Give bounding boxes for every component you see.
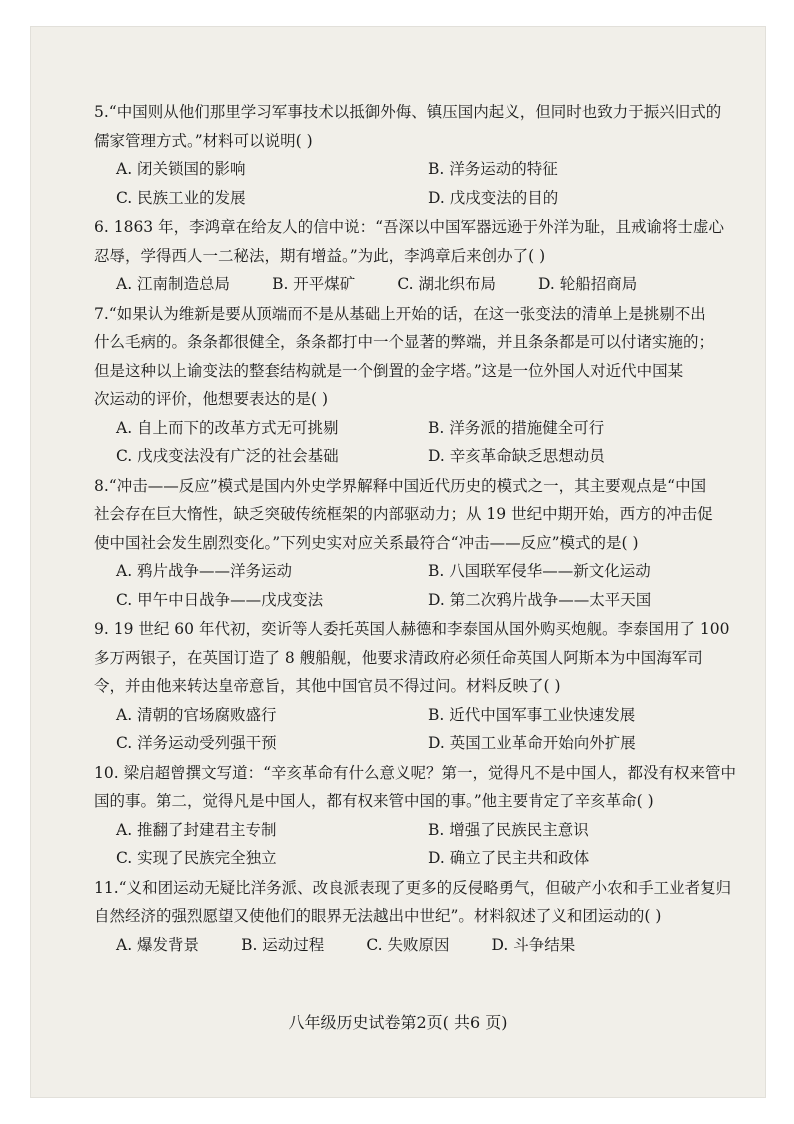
question-text-line: 9. 19 世纪 60 年代初，奕䜣等人委托英国人赫德和李泰国从国外购买炮舰。李泰国用了 100 (94, 620, 730, 638)
option-row (94, 701, 766, 730)
answer-option: B. 近代中国军事工业快速发展 (428, 705, 636, 724)
question-list (94, 98, 766, 960)
question-text-line: 5.“中国则从他们那里学习军事技术以抵御外侮、镇压国内起义，但同时也致力于振兴旧式的 (94, 103, 722, 121)
answer-option: D. 轮船招商局 (537, 275, 638, 293)
question-text-line: 使中国社会发生剧烈变化。”下列史实对应关系最符合“冲击——反应”模式的是( ) (94, 533, 639, 552)
question-text-line: 次运动的评价，他想要表达的是( ) (94, 390, 329, 408)
question-text-line: 什么毛病的。条条都很健全，条条都打中一个显著的弊端，并且条条都是可以付诸实施的； (94, 333, 715, 351)
question-text-line: 多万两银子，在英国订造了 8 艘船舰，他要求清政府必须任命英国人阿斯本为中国海军司 (94, 648, 703, 667)
answer-option: B. 八国联军侵华——新文化运动 (428, 562, 651, 580)
answer-option: B. 洋务派的措施健全可行 (428, 418, 605, 437)
question-text-line: 社会存在巨大惰性，缺乏突破传统框架的内部驱动力；从 19 世纪中期开始，西方的冲击促 (94, 505, 713, 523)
question-text-line: 国的事。第二，觉得凡是中国人，都有权来管中国的事。”他主要肯定了辛亥革命( ) (94, 792, 654, 810)
question-text-line: 忍辱，学得西人一二秘法，期有增益。”为此，李鸿章后来创办了( ) (94, 246, 546, 265)
question-text-line: 11.“义和团运动无疑比洋务派、改良派表现了更多的反侵略勇气，但破产小农和手工业者复归 (94, 878, 732, 897)
answer-option: C. 洋务运动受列强干预 (116, 734, 277, 752)
answer-option: C. 实现了民族完全独立 (116, 849, 277, 867)
answer-option: A. 爆发背景 (116, 935, 200, 954)
exam-page (30, 26, 766, 1098)
answer-option: C. 失败原因 (366, 935, 450, 954)
question-11 (94, 874, 766, 960)
question-6 (94, 213, 766, 299)
answer-option: D. 辛亥革命缺乏思想动员 (428, 447, 605, 465)
option-row (94, 844, 766, 873)
page-footer: 八年级历史试卷第2页( 共6 页) (288, 1013, 508, 1032)
answer-option: B. 运动过程 (241, 935, 325, 954)
answer-option: C. 民族工业的发展 (116, 188, 246, 207)
answer-option: D. 确立了民主共和政体 (428, 849, 590, 867)
answer-option: A. 推翻了封建君主专制 (116, 820, 277, 839)
option-row (94, 184, 766, 213)
question-text-line: 6. 1863 年，李鸿章在给友人的信中说：“吾深以中国军器远逊于外洋为耻，且戒谕将士虚心 (94, 218, 725, 236)
option-row (94, 155, 766, 184)
option-row (94, 442, 766, 471)
question-text-line: 令，并由他来转达皇帝意旨，其他中国官员不得过问。材料反映了( ) (94, 677, 561, 695)
question-text-line: 但是这种以上谕变法的整套结构就是一个倒置的金字塔。”这是一位外国人对近代中国某 (94, 361, 684, 380)
answer-option: C. 湖北织布局 (397, 275, 496, 293)
question-text-line: 自然经济的强烈愿望又使他们的眼界无法越出中世纪”。材料叙述了义和团运动的( ) (94, 907, 662, 925)
question-8 (94, 472, 766, 615)
answer-option: D. 斗争结果 (491, 935, 576, 954)
answer-option: C. 甲午中日战争——戊戌变法 (116, 590, 324, 609)
answer-option: B. 洋务运动的特征 (428, 160, 558, 178)
answer-option: D. 戊戌变法的目的 (428, 188, 559, 207)
option-row (94, 270, 766, 299)
answer-option: A. 鸦片战争——洋务运动 (116, 562, 293, 580)
answer-option: A. 自上而下的改革方式无可挑剔 (116, 418, 339, 437)
answer-option: A. 江南制造总局 (116, 275, 231, 293)
question-text-line: 儒家管理方式。”材料可以说明( ) (94, 131, 313, 150)
answer-option: A. 闭关锁国的影响 (116, 160, 246, 178)
option-row (94, 729, 766, 758)
option-row (94, 557, 766, 586)
answer-option: D. 英国工业革命开始向外扩展 (428, 734, 636, 752)
question-text-line: 10. 梁启超曾撰文写道：“辛亥革命有什么意义呢？第一，觉得凡不是中国人，都没有权来管中 (94, 763, 737, 782)
question-9 (94, 615, 766, 758)
answer-option: B. 开平煤矿 (272, 275, 356, 293)
question-10 (94, 759, 766, 873)
answer-option: D. 第二次鸦片战争——太平天国 (428, 590, 652, 609)
answer-option: A. 清朝的官场腐败盛行 (116, 705, 277, 724)
option-row (94, 586, 766, 615)
question-5 (94, 98, 766, 212)
answer-option: B. 增强了民族民主意识 (428, 820, 589, 839)
question-text-line: 8.“冲击——反应”模式是国内外史学界解释中国近代历史的模式之一，其主要观点是“中国 (94, 476, 707, 495)
option-row (94, 414, 766, 443)
option-row (94, 816, 766, 845)
option-row (94, 931, 766, 960)
question-7 (94, 300, 766, 471)
answer-option: C. 戊戌变法没有广泛的社会基础 (116, 447, 339, 465)
question-text-line: 7.“如果认为维新是要从顶端而不是从基础上开始的话，在这一张变法的清单上是挑剔不出 (94, 304, 706, 323)
